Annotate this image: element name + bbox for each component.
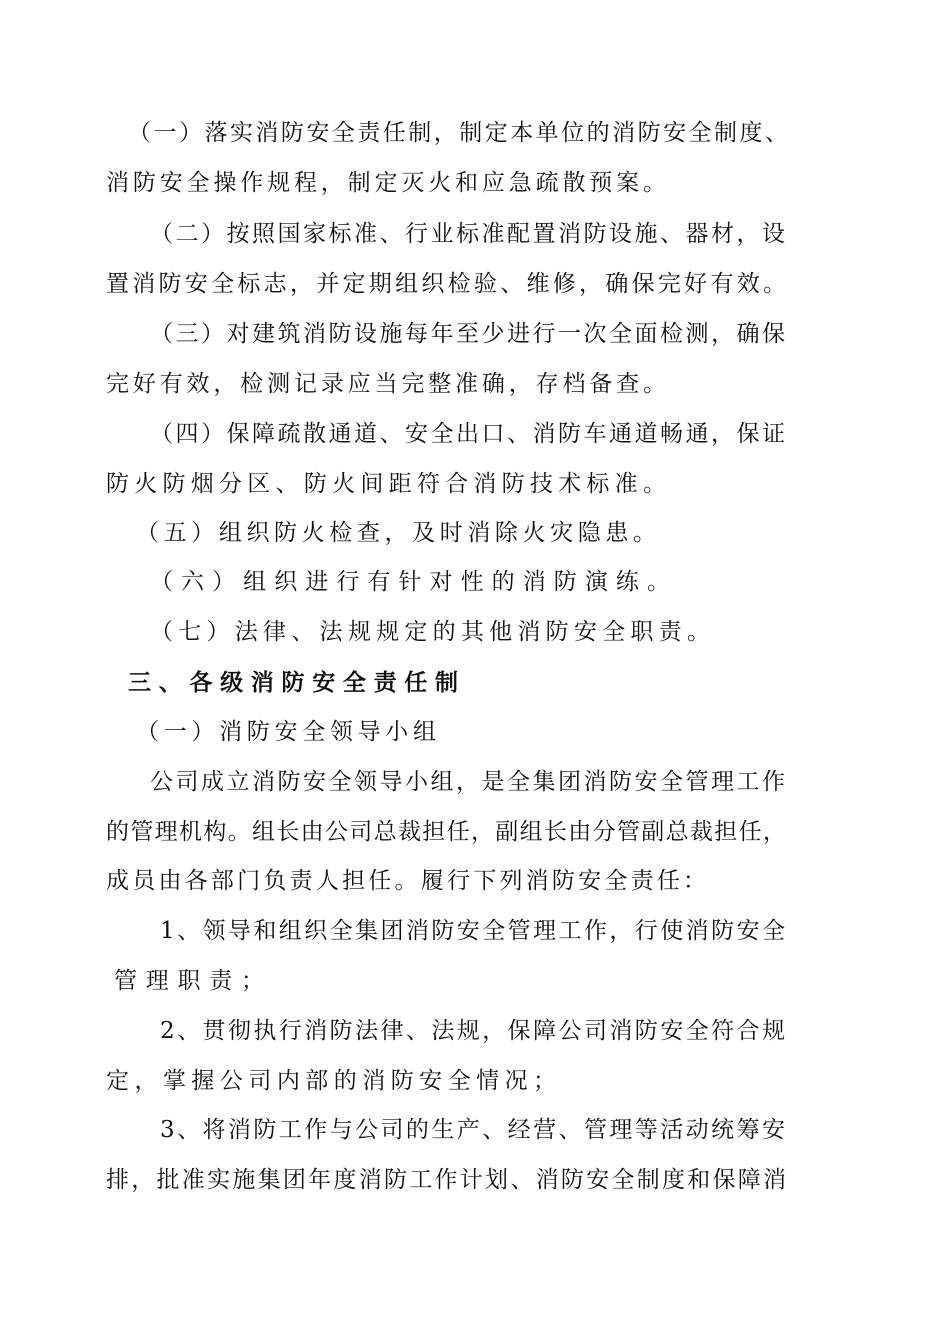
paragraph-line: 管理职责； xyxy=(114,968,273,994)
paragraph-line: 3、将消防工作与公司的生产、经营、管理等活动统筹安 xyxy=(160,1117,788,1143)
paragraph-line: 置消防安全标志，并定期组织检验、维修，确保完好有效。 xyxy=(106,271,790,297)
subsection-heading: （一）消防安全领导小组 xyxy=(136,719,441,745)
paragraph-line: 定，掌握公司内部的消防安全情况； xyxy=(106,1068,562,1094)
paragraph-line: 完好有效，检测记录应当完整准确，存档备查。 xyxy=(106,371,670,397)
paragraph-line: 消防安全操作规程，制定灭火和应急疏散预案。 xyxy=(106,170,670,196)
paragraph-line: 公司成立消防安全领导小组，是全集团消防安全管理工作 xyxy=(150,769,788,795)
section-heading: 三、各级消防安全责任制 xyxy=(128,670,466,696)
paragraph-line: 1、领导和组织全集团消防安全管理工作，行使消防安全 xyxy=(160,918,788,944)
paragraph-line: 2、贯彻执行消防法律、法规，保障公司消防安全符合规 xyxy=(160,1018,788,1044)
paragraph-line: （二）按照国家标准、行业标准配置消防设施、器材，设 xyxy=(150,221,788,247)
paragraph-line: （六）组织进行有针对性的消防演练。 xyxy=(150,569,679,595)
paragraph-line: 防火防烟分区、防火间距符合消防技术标准。 xyxy=(106,471,672,497)
paragraph-line: （五）组织防火检查，及时消除火灾隐患。 xyxy=(136,520,661,546)
paragraph-line: 排，批准实施集团年度消防工作计划、消防安全制度和保障消 xyxy=(106,1167,789,1193)
paragraph-line: 的管理机构。组长由公司总裁担任，副组长由分管副总裁担任， xyxy=(106,819,788,845)
paragraph-line: （三）对建筑消防设施每年至少进行一次全面检测，确保 xyxy=(150,321,788,347)
paragraph-line: 成员由各部门负责人担任。履行下列消防安全责任： xyxy=(106,868,710,894)
paragraph-line: （四）保障疏散通道、安全出口、消防车通道畅通，保证 xyxy=(150,421,788,447)
paragraph-line: （七）法律、法规规定的其他消防安全职责。 xyxy=(150,619,716,645)
paragraph-line: （一）落实消防安全责任制，制定本单位的消防安全制度、 xyxy=(128,120,791,146)
